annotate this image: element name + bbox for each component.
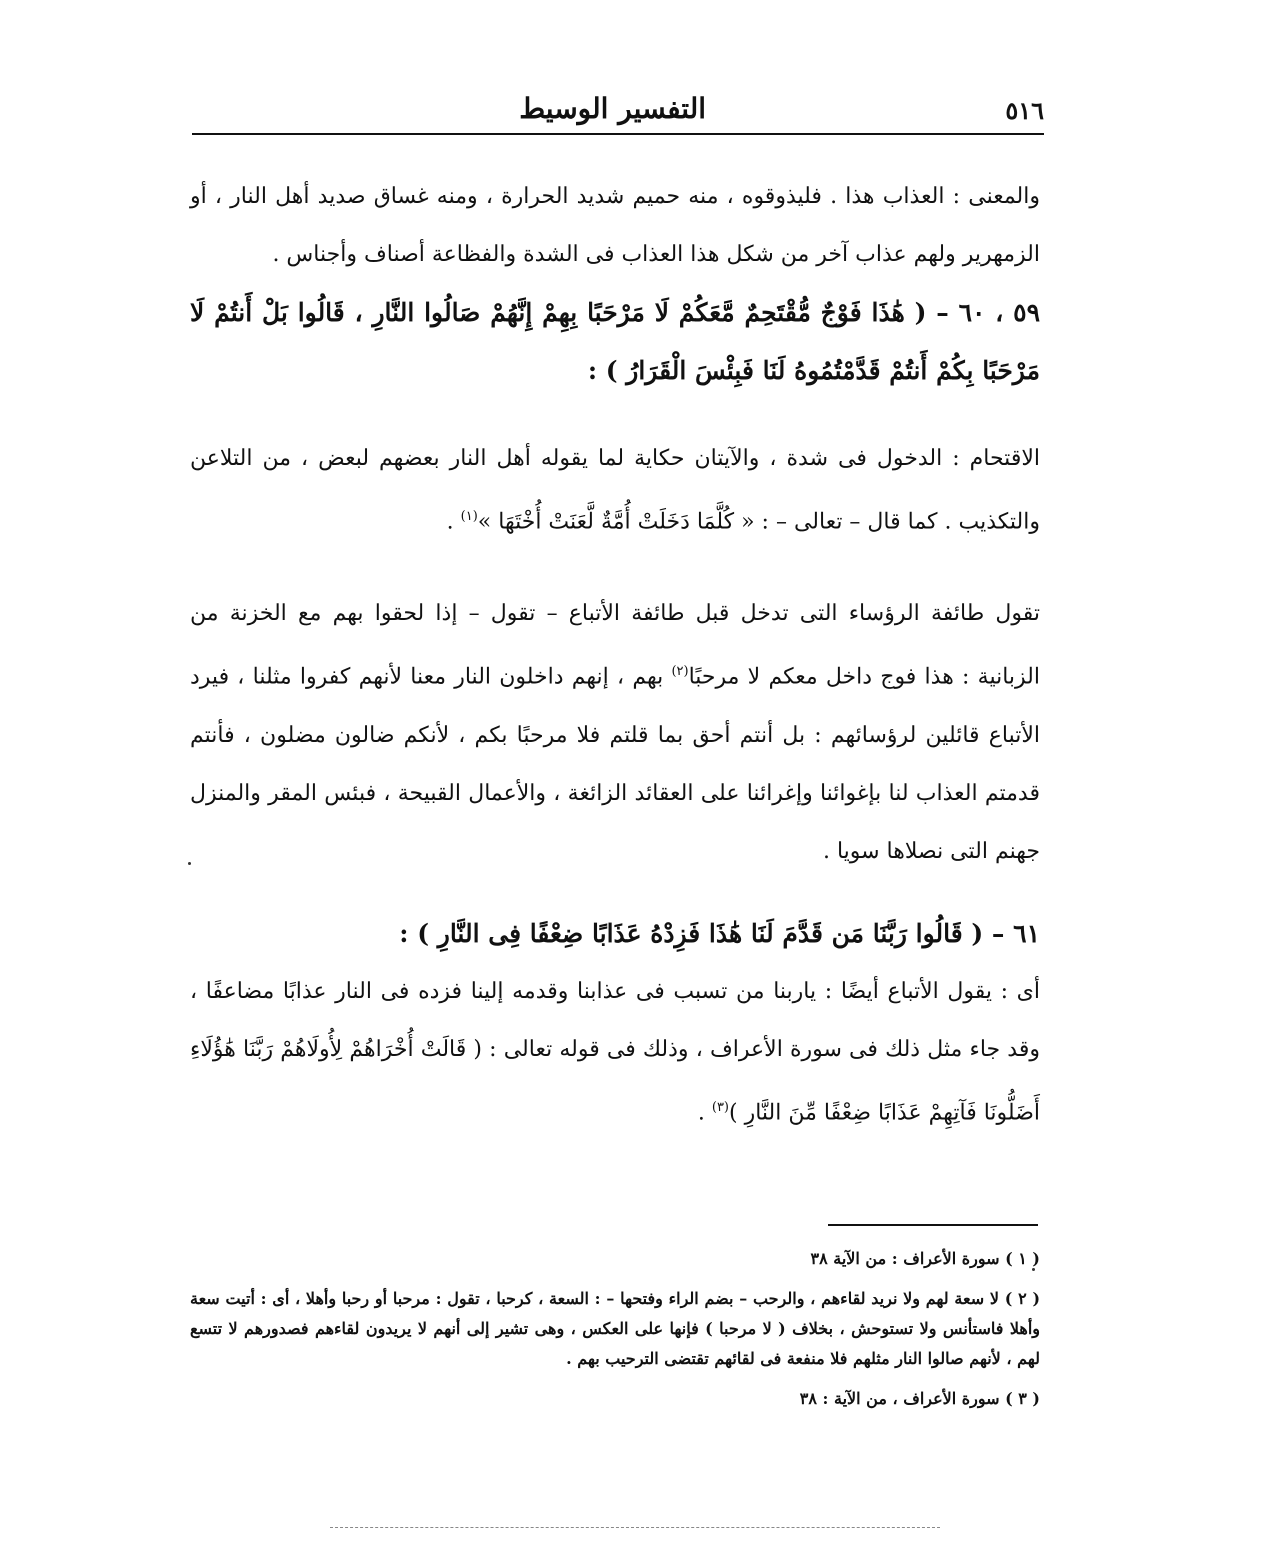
spacer: [190, 881, 1040, 905]
paragraph-leaders: [190, 585, 1040, 880]
footnote-ref-2: (٢): [671, 664, 689, 680]
page-header: [192, 92, 1044, 132]
paragraph-followers-text: أى : يقول الأتباع أيضًا : ياربنا من تسبب فى عذابنا وقدمه إلينا فزده فى النار عذابًا مضاعفًا ، وقد جاء مثل ذلك فى سورة الأعراف ، وذلك فى قوله تعالى : ( قَالَتْ أُخْرَاهُمْ لِأُولَاهُمْ رَبَّنَا هَٰؤُلَاءِ أَضَلُّونَا فَآتِهِمْ عَذَابًا ضِعْفًا مِّنَ النَّارِ ): [190, 978, 1040, 1125]
spacer: [190, 400, 1040, 430]
paragraph-followers: [190, 963, 1040, 1142]
footnote-3: ( ٣ ) سورة الأعراف ، من الآية : ٣٨: [799, 1389, 1040, 1408]
footnote-2: ( ٢ ) لا سعة لهم ولا نريد لقاءهم ، والرحب – بضم الراء وفتحها – : السعة ، كرحبا ، تقول : مرحبا أو رحبا وأهلا ، أى : أتيت سعة وأهلا فاستأنس ولا تستوحش ، بخلاف ( لا مرحبا ) فإنها على العكس ، وهى تشير إلى أنهم لا يريدون لقاءهم فصدورهم لا تتسع لهم ، لأنهم صالوا النار مثلهم فلا منفعة فى لقائهم تقتضى الترحيب بهم .: [190, 1289, 1041, 1368]
paragraph-leaders-text-a: تقول طائفة الرؤساء التى تدخل قبل طائفة الأتباع – تقول – إذا لحقوا بهم مع الخزنة من الزبانية : هذا فوج داخل معكم لا مرحبًا: [190, 601, 1040, 690]
verse-61: ٦١ – ( قَالُوا رَبَّنَا مَن قَدَّمَ لَنَا هَٰذَا فَزِدْهُ عَذَابًا ضِعْفًا فِى النَّارِ ) :: [399, 918, 1040, 948]
spacer: [190, 551, 1040, 585]
paragraph-leaders-text-b: بهم ، إنهم داخلون النار معنا لأنهم كفروا مثلنا ، فيرد الأتباع قائلين لرؤسائهم : بل أنتم أحق بما قلتم فلا مرحبًا بكم ، لأنكم ضالون مضلون ، فأنتم قدمتم العذاب لنا بإغوائنا وإغرائنا على العقائد الزائغة ، والأعمال القبيحة ، فبئس المقر والمنزل جهنم التى نصلاها سويا .: [190, 664, 1040, 864]
scan-edge-line: [330, 1527, 940, 1528]
footnote-ref-1: (١): [460, 509, 478, 524]
footnote-ref-3: (٣): [711, 1099, 729, 1115]
paragraph-meaning: والمعنى : العذاب هذا . فليذوقوه ، منه حميم شديد الحرارة ، ومنه غساق صديد أهل النار ، أو الزمهرير ولهم عذاب آخر من شكل هذا العذاب فى الشدة والفظاعة أصناف وأجناس .: [190, 184, 1040, 267]
paragraph-iqtiham-end: .: [446, 509, 461, 535]
header-rule: [192, 133, 1044, 135]
paragraph-iqtiham: [190, 430, 1040, 551]
paragraph-iqtiham-text: الاقتحام : الدخول فى شدة ، والآيتان حكاية لما يقوله أهل النار بعضهم لبعض ، من التلاعن والتكذيب . كما قال – تعالى – : « كُلَّمَا دَخَلَتْ أُمَّةٌ لَّعَنَتْ أُخْتَهَا »: [190, 446, 1040, 535]
running-title: التفسير الوسيط: [519, 92, 706, 125]
page-number: ٥١٦: [1005, 96, 1044, 125]
verse-59-60: ٥٩ ، ٦٠ – ( هَٰذَا فَوْجٌ مُّقْتَحِمٌ مَّعَكُمْ لَا مَرْحَبًا بِهِمْ إِنَّهُمْ صَالُوا النَّارِ ، قَالُوا بَلْ أَنتُمْ لَا مَرْحَبًا بِكُمْ أَنتُمْ قَدَّمْتُمُوهُ لَنَا فَبِئْسَ الْقَرَارُ ) :: [190, 298, 1040, 385]
scan-speck: [1032, 1268, 1035, 1271]
footnote-1: ( ١ ) سورة الأعراف : من الآية ٣٨: [810, 1249, 1040, 1268]
scan-speck: [188, 862, 191, 865]
paragraph-followers-end: .: [697, 1099, 712, 1125]
page-body: [190, 168, 1040, 1142]
footnote-rule: [828, 1224, 1038, 1226]
footnotes: [190, 1244, 1040, 1424]
